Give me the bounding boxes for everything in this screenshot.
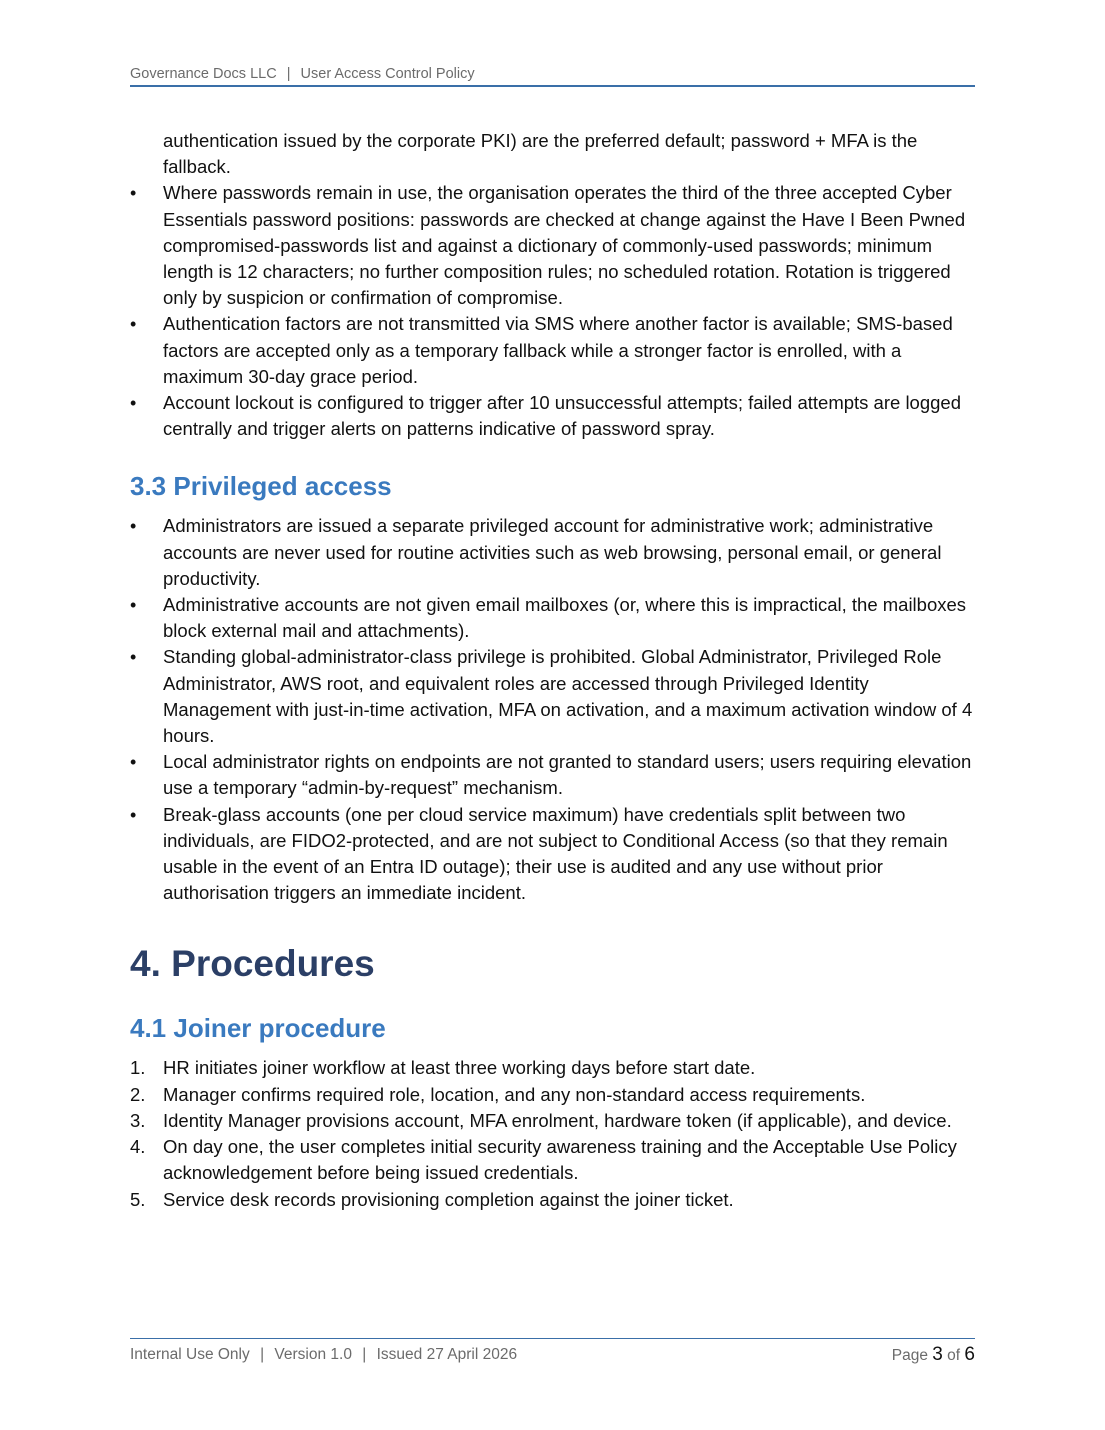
privileged-access-bullet-list [130, 513, 978, 906]
list-item-text: Where passwords remain in use, the organisation operates the third of the three accepted Cyber Essentials password positions: passwords are checked at change against the Have I Been Pwned compromised-passwords list and against a dictionary of commonly-used passwords; minimum length is 12 characters; no further composition rules; no scheduled rotation. Rotation is triggered only by suspicion or confirmation of compromise. [163, 182, 966, 309]
step-text: Manager confirms required role, location, and any non-standard access requirements. [163, 1083, 866, 1105]
list-item-text: Authentication factors are not transmitted via SMS where another factor is available; SMS-based factors are accepted only as a temporary fallback while a stronger factor is enrolled, with a maximum 30-day grace period. [163, 313, 953, 387]
list-item [130, 1055, 978, 1081]
step-text: HR initiates joiner workflow at least three working days before start date. [163, 1057, 756, 1079]
bullet-icon: • [130, 595, 137, 616]
page-current: 3 [932, 1344, 943, 1365]
joiner-procedure-steps [130, 1055, 978, 1212]
step-number: 2. [130, 1083, 146, 1105]
list-item [130, 592, 978, 644]
footer-issued-date: Issued 27 April 2026 [376, 1346, 518, 1363]
list-item [130, 513, 978, 592]
bullet-icon: • [130, 516, 137, 537]
footer-separator: | [260, 1346, 265, 1363]
step-text: On day one, the user completes initial security awareness training and the Acceptable Use Policy acknowledgement before being issued credentials. [163, 1136, 957, 1184]
list-item [130, 802, 978, 907]
list-item-text: Account lockout is configured to trigger after 10 unsuccessful attempts; failed attempts are logged centrally and trigger alerts on patterns indicative of password spray. [163, 392, 961, 440]
list-item [130, 1134, 978, 1186]
bullet-icon: • [130, 393, 137, 414]
bullet-icon: • [130, 752, 137, 773]
page-word: Page [891, 1347, 928, 1364]
page-footer [130, 1338, 975, 1367]
header-doc-title: User Access Control Policy [300, 66, 475, 82]
page-content [130, 128, 978, 1213]
list-item [130, 1108, 978, 1134]
list-item [130, 644, 978, 749]
continued-bullet-text: authentication issued by the corporate PKI) are the preferred default; password + MFA is the fallback. [163, 130, 918, 178]
authentication-bullet-list [130, 180, 978, 442]
list-item [130, 180, 978, 311]
step-number: 3. [130, 1109, 146, 1131]
step-text: Identity Manager provisions account, MFA enrolment, hardware token (if applicable), and device. [163, 1109, 952, 1131]
page-header [130, 64, 975, 87]
bullet-icon: • [130, 804, 137, 825]
section-heading-procedures: 4. Procedures [130, 943, 375, 985]
section-heading-joiner-procedure: 4.1 Joiner procedure [130, 1013, 386, 1044]
section-heading-privileged-access: 3.3 Privileged access [130, 471, 392, 502]
bullet-icon: • [130, 183, 137, 204]
header-company: Governance Docs LLC [130, 66, 277, 82]
list-item [130, 1187, 978, 1213]
step-text: Service desk records provisioning completion against the joiner ticket. [163, 1188, 734, 1210]
step-number: 1. [130, 1057, 146, 1079]
list-item-text: Local administrator rights on endpoints are not granted to standard users; users requiring elevation use a temporary “admin-by-request” mechanism. [163, 751, 972, 799]
list-item-text: Standing global-administrator-class privilege is prohibited. Global Administrator, Privileged Role Administrator, AWS root, and equivalent roles are accessed through Privileged Identity Management with just-in-time activation, MFA on activation, and a maximum activation window of 4 hours. [163, 646, 973, 747]
footer-separator: | [362, 1346, 367, 1363]
list-item [130, 390, 978, 442]
footer-classification: Internal Use Only [130, 1346, 250, 1363]
step-number: 5. [130, 1188, 146, 1210]
footer-version: Version 1.0 [274, 1346, 352, 1363]
list-item-text: Break-glass accounts (one per cloud service maximum) have credentials split between two individuals, are FIDO2-protected, and are not subject to Conditional Access (so that they remain usable in the event of an Entra ID outage); their use is audited and any use without prior authorisation triggers an immediate incident. [163, 803, 948, 904]
list-item [130, 749, 978, 801]
list-item [130, 1082, 978, 1108]
page-total: 6 [964, 1344, 975, 1365]
bullet-icon: • [130, 647, 137, 668]
step-number: 4. [130, 1136, 146, 1158]
header-separator: | [286, 66, 291, 82]
of-word: of [947, 1347, 961, 1364]
bullet-icon: • [130, 314, 137, 335]
footer-meta [130, 1344, 517, 1367]
list-item-text: Administrative accounts are not given email mailboxes (or, where this is impractical, the mailboxes block external mail and attachments). [163, 594, 967, 642]
page-number [892, 1344, 975, 1367]
list-item [130, 311, 978, 390]
list-item-text: Administrators are issued a separate privileged account for administrative work; administrative accounts are never used for routine activities such as web browsing, personal email, or general productivity. [163, 515, 942, 589]
